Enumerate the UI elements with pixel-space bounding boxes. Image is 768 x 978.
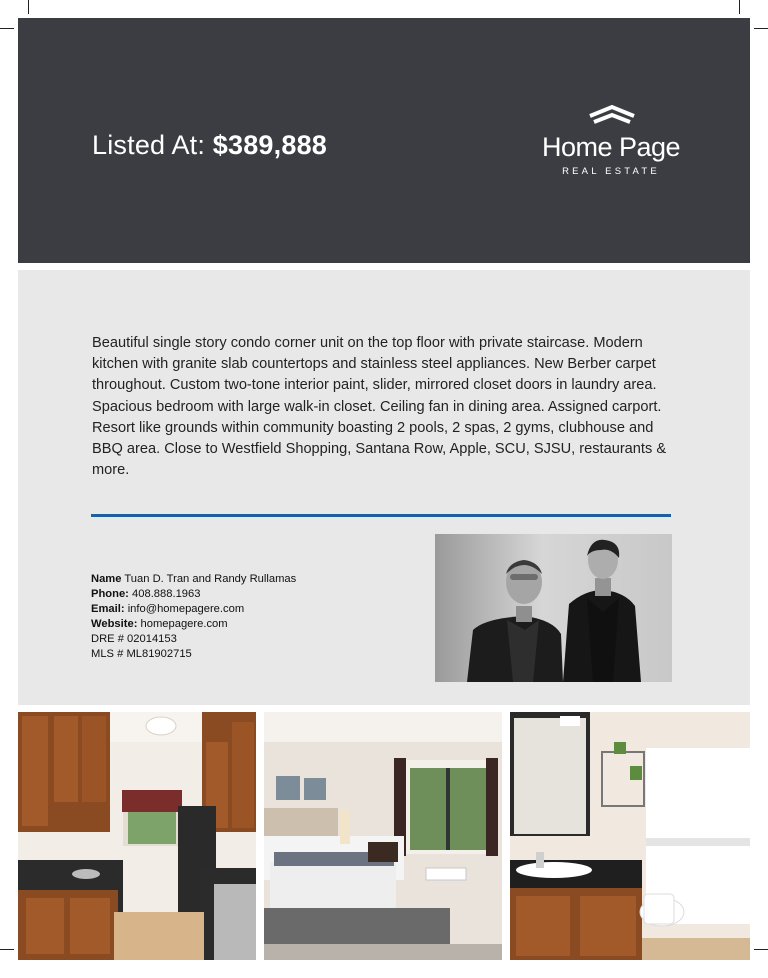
agent-contact-block [91, 572, 296, 662]
bedroom-photo [264, 712, 502, 960]
contact-phone-row: Phone: 408.888.1963 [91, 588, 201, 600]
contact-name-row: Name Tuan D. Tran and Randy Rullamas [91, 573, 297, 585]
crop-mark [754, 28, 768, 29]
crop-mark [28, 0, 29, 14]
header-banner [18, 18, 750, 263]
details-panel [18, 270, 750, 705]
logo-name: Home Page [541, 132, 681, 162]
property-description: Beautiful single story condo corner unit on the top floor with private staircase. Modern kitchen with granite slab countertops and stainless steel appliances. New Berber carpet throughout. Custom two-tone interior paint, slider, mirrored closet doors in laundry area. Spacious bedroom with large walk-in closet. Ceiling fan in dining area. Assigned carport. Resort like grounds within community boasting 2 pools, 2 spas, 2 gyms, clubhouse and BBQ area. Close to Westfield Shopping, Santana Row, Apple, SCU, SJSU, restaurants & more. [92, 335, 667, 479]
crop-mark [754, 949, 768, 950]
kitchen-photo [18, 712, 256, 960]
agent-website[interactable]: homepagere.com [140, 618, 228, 630]
home-page-logo [524, 104, 698, 196]
agent-phone[interactable]: 408.888.1963 [132, 588, 201, 600]
roof-icon [524, 104, 698, 128]
contact-website-row: Website: homepagere.com [91, 618, 228, 630]
logo-tagline: REAL ESTATE [562, 166, 660, 177]
crop-mark [739, 0, 740, 14]
contact-email-row: Email: info@homepagere.com [91, 603, 245, 615]
listing-price: $389,888 [212, 130, 327, 160]
agent-names: Tuan D. Tran and Randy Rullamas [124, 573, 297, 585]
agents-photo [435, 534, 672, 682]
mls-number: MLS # ML81902715 [91, 648, 192, 660]
listed-label: Listed At: [92, 130, 206, 160]
listing-price-line [92, 130, 327, 161]
crop-mark [0, 949, 14, 950]
crop-mark [0, 28, 14, 29]
divider-rule [91, 514, 671, 517]
dre-number: DRE # 02014153 [91, 633, 177, 645]
agent-email[interactable]: info@homepagere.com [127, 603, 245, 615]
bathroom-photo [510, 712, 750, 960]
